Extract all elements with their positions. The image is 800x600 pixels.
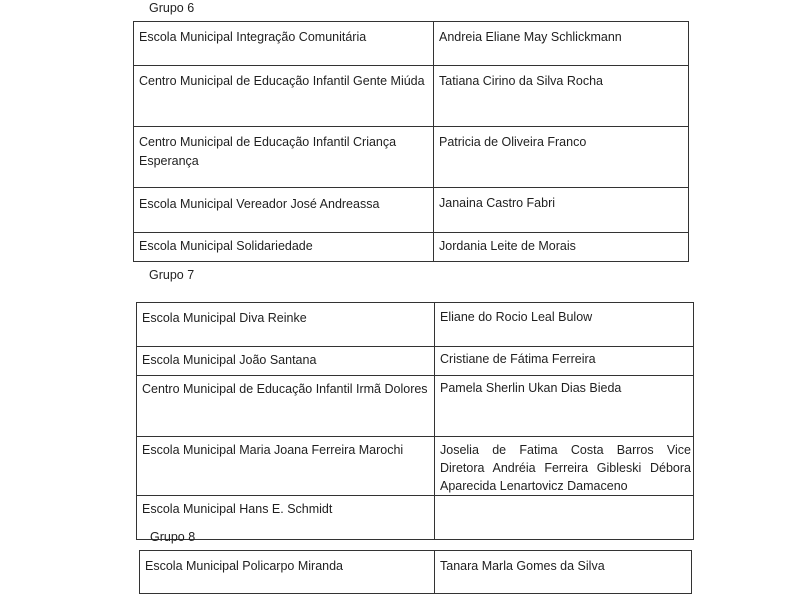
school-cell: Escola Municipal Vereador José Andreassa xyxy=(134,188,434,233)
group-6-table xyxy=(133,21,689,262)
school-cell: Escola Municipal Maria Joana Ferreira Marochi xyxy=(137,437,435,496)
group-6-label: Grupo 6 xyxy=(149,1,195,15)
person-cell: Cristiane de Fátima Ferreira xyxy=(435,347,694,376)
table-row xyxy=(134,127,689,188)
table-row xyxy=(134,188,689,233)
table-row xyxy=(134,233,689,262)
person-cell-multiline xyxy=(435,437,694,496)
school-cell: Escola Municipal Integração Comunitária xyxy=(134,22,434,66)
table-row xyxy=(134,66,689,127)
person-cell: Tatiana Cirino da Silva Rocha xyxy=(434,66,689,127)
group-7-label: Grupo 7 xyxy=(149,268,195,282)
school-cell: Escola Municipal Policarpo Miranda xyxy=(140,551,435,594)
group-8-table xyxy=(139,550,692,594)
school-cell: Centro Municipal de Educação Infantil Criança Esperança xyxy=(134,127,434,188)
group-7-table xyxy=(136,302,694,540)
person-cell: Jordania Leite de Morais xyxy=(434,233,689,262)
table-row xyxy=(137,347,694,376)
person-cell xyxy=(435,496,694,540)
group-8-label: Grupo 8 xyxy=(150,530,196,544)
school-cell: Escola Municipal Diva Reinke xyxy=(137,303,435,347)
person-line-1: Joselia de Fatima Costa Barros Vice xyxy=(440,443,691,457)
person-cell: Janaina Castro Fabri xyxy=(434,188,689,233)
person-line-3: Aparecida Lenartovicz Damaceno xyxy=(440,479,628,493)
person-cell: Andreia Eliane May Schlickmann xyxy=(434,22,689,66)
person-cell: Tanara Marla Gomes da Silva xyxy=(435,551,692,594)
school-cell: Escola Municipal João Santana xyxy=(137,347,435,376)
school-cell: Escola Municipal Hans E. Schmidt xyxy=(137,496,435,540)
school-cell: Centro Municipal de Educação Infantil Irmã Dolores xyxy=(137,376,435,437)
school-cell: Centro Municipal de Educação Infantil Gente Miúda xyxy=(134,66,434,127)
person-cell: Pamela Sherlin Ukan Dias Bieda xyxy=(435,376,694,437)
person-line-2: Diretora Andréia Ferreira Gibleski Débora xyxy=(440,461,691,475)
table-row xyxy=(137,303,694,347)
table-row xyxy=(137,496,694,540)
table-row xyxy=(140,551,692,594)
table-row xyxy=(137,437,694,496)
table-row xyxy=(134,22,689,66)
person-cell: Eliane do Rocio Leal Bulow xyxy=(435,303,694,347)
person-cell: Patricia de Oliveira Franco xyxy=(434,127,689,188)
school-cell: Escola Municipal Solidariedade xyxy=(134,233,434,262)
table-row xyxy=(137,376,694,437)
